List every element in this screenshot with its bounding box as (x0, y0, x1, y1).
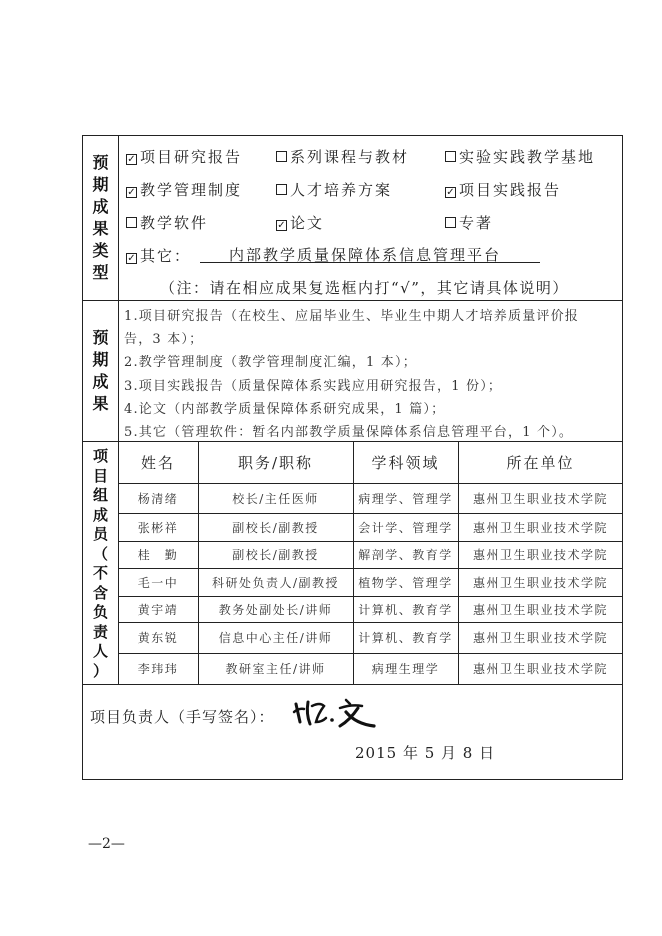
member-title: 校长/主任医师 (232, 491, 319, 506)
member-title: 信息中心主任/讲师 (218, 631, 333, 645)
checkbox-checked-icon[interactable]: ✓ (127, 187, 136, 198)
option-paper[interactable] (276, 212, 324, 233)
checkbox-checked-icon[interactable]: ✓ (127, 253, 136, 264)
member-name: 毛一中 (137, 575, 179, 590)
label-char: 期 (92, 350, 109, 369)
member-title: 副校长/副教授 (232, 520, 319, 535)
option-teaching-management[interactable] (126, 179, 242, 200)
member-field: 计算机、教育学 (358, 631, 453, 645)
option-label: 实验实践教学基地 (459, 148, 596, 166)
option-label: 论文 (290, 214, 325, 232)
label-char: 成 (92, 372, 109, 391)
outcome-line: 4.论文（内部教学质量保障体系研究成果，1 篇）； (124, 402, 446, 417)
member-title: 教研室主任/讲师 (225, 662, 326, 676)
outcome-line: 2.教学管理制度（教学管理制度汇编，1 本）； (124, 355, 417, 370)
member-title: 科研处负责人/副教授 (211, 575, 340, 590)
option-project-research-report[interactable] (126, 146, 242, 167)
outcome-line: 1.项目研究报告（在校生、应届毕业生、毕业生中期人才培养质量评价报 (124, 309, 580, 324)
row-divider (82, 684, 623, 685)
checkbox-unchecked-icon[interactable] (126, 217, 137, 228)
option-label: 项目实践报告 (459, 181, 562, 199)
handwritten-signature (290, 692, 380, 732)
outcome-line: 告，3 本）； (124, 332, 204, 347)
label-char: ） (92, 661, 108, 680)
column-header-field: 学科领域 (371, 453, 440, 472)
section-label-members (83, 446, 118, 682)
member-field: 计算机、教育学 (358, 602, 453, 617)
label-char: 型 (92, 263, 109, 282)
label-char: 预 (92, 328, 109, 347)
outcome-line: 3.项目实践报告（质量保障体系实践应用研究报告，1 份）； (124, 379, 503, 394)
member-unit: 惠州卫生职业技术学院 (472, 548, 608, 562)
option-practice-base[interactable] (445, 146, 595, 167)
option-teaching-software[interactable] (126, 212, 208, 233)
member-name: 杨清绪 (137, 491, 179, 506)
column-header-title: 职务/职称 (237, 453, 314, 472)
option-other[interactable] (126, 245, 191, 266)
member-field: 植物学、管理学 (358, 575, 453, 590)
section-label-expected-type (83, 136, 118, 300)
other-value-field[interactable]: 内部教学质量保障体系信息管理平台 (229, 246, 502, 264)
instruction-note: （注：请在相应成果复选框内打“√”，其它请具体说明） (160, 279, 569, 297)
member-unit: 惠州卫生职业技术学院 (472, 631, 608, 645)
member-name: 张彬祥 (137, 520, 179, 535)
member-field: 病理生理学 (371, 662, 440, 676)
label-char: （ (92, 544, 108, 563)
member-title: 教务处副处长/讲师 (218, 602, 333, 617)
option-label: 人才培养方案 (290, 181, 393, 199)
checkbox-unchecked-icon[interactable] (276, 184, 287, 195)
label-char: 果 (92, 394, 109, 413)
label-char: 成 (92, 197, 109, 216)
option-label: 教学软件 (140, 214, 209, 232)
member-name: 李玮玮 (137, 662, 179, 676)
label-char: 责 (92, 622, 108, 641)
option-label: 专著 (459, 214, 494, 232)
option-label: 系列课程与教材 (290, 148, 410, 166)
label-char: 目 (92, 466, 108, 485)
section-label-expected-outcomes (83, 301, 118, 441)
label-char: 预 (92, 153, 109, 172)
option-talent-program[interactable] (276, 179, 392, 200)
member-name: 黄宇靖 (137, 602, 179, 617)
member-name: 桂 勤 (137, 548, 179, 562)
label-char: 不 (92, 564, 108, 582)
member-unit: 惠州卫生职业技术学院 (472, 520, 608, 535)
checkbox-checked-icon[interactable]: ✓ (127, 154, 136, 165)
option-label: 其它： (140, 247, 192, 265)
member-field: 解剖学、教育学 (358, 548, 453, 562)
label-char: 类 (92, 241, 109, 260)
checkbox-checked-icon[interactable]: ✓ (446, 187, 455, 198)
member-unit: 惠州卫生职业技术学院 (472, 602, 608, 617)
option-label: 教学管理制度 (140, 181, 243, 199)
label-char: 成 (92, 505, 108, 524)
label-char: 人 (92, 642, 108, 660)
checkbox-unchecked-icon[interactable] (445, 151, 456, 162)
outcome-line: 5.其它（管理软件：暂名内部教学质量保障体系信息管理平台，1 个）。 (124, 425, 574, 440)
label-char: 负 (92, 603, 108, 621)
member-title: 副校长/副教授 (232, 548, 319, 562)
member-unit: 惠州卫生职业技术学院 (472, 575, 608, 590)
member-field: 病理学、管理学 (358, 491, 453, 506)
label-char: 期 (92, 175, 109, 194)
other-underline (200, 262, 540, 263)
signature-label: 项目负责人（手写签名）： (90, 708, 275, 726)
page-number: —2— (88, 836, 125, 852)
column-header-unit: 所在单位 (506, 453, 575, 472)
label-char: 组 (92, 486, 108, 504)
member-unit: 惠州卫生职业技术学院 (472, 491, 608, 506)
label-char: 项 (92, 447, 108, 465)
member-name: 黄东锐 (137, 631, 179, 645)
checkbox-unchecked-icon[interactable] (445, 217, 456, 228)
label-char: 果 (92, 219, 109, 238)
column-header-name: 姓名 (140, 453, 175, 472)
signature-date: 2015 年 5 月 8 日 (355, 744, 496, 762)
member-field: 会计学、管理学 (358, 520, 453, 535)
checkbox-checked-icon[interactable]: ✓ (277, 220, 286, 231)
label-char: 含 (92, 583, 108, 602)
option-label: 项目研究报告 (140, 148, 243, 166)
member-unit: 惠州卫生职业技术学院 (472, 662, 608, 676)
option-monograph[interactable] (445, 212, 493, 233)
row-divider (82, 300, 623, 301)
checkbox-unchecked-icon[interactable] (276, 151, 287, 162)
label-char: 员 (92, 525, 108, 543)
option-practice-report[interactable] (445, 179, 561, 200)
option-course-materials[interactable] (276, 146, 409, 167)
